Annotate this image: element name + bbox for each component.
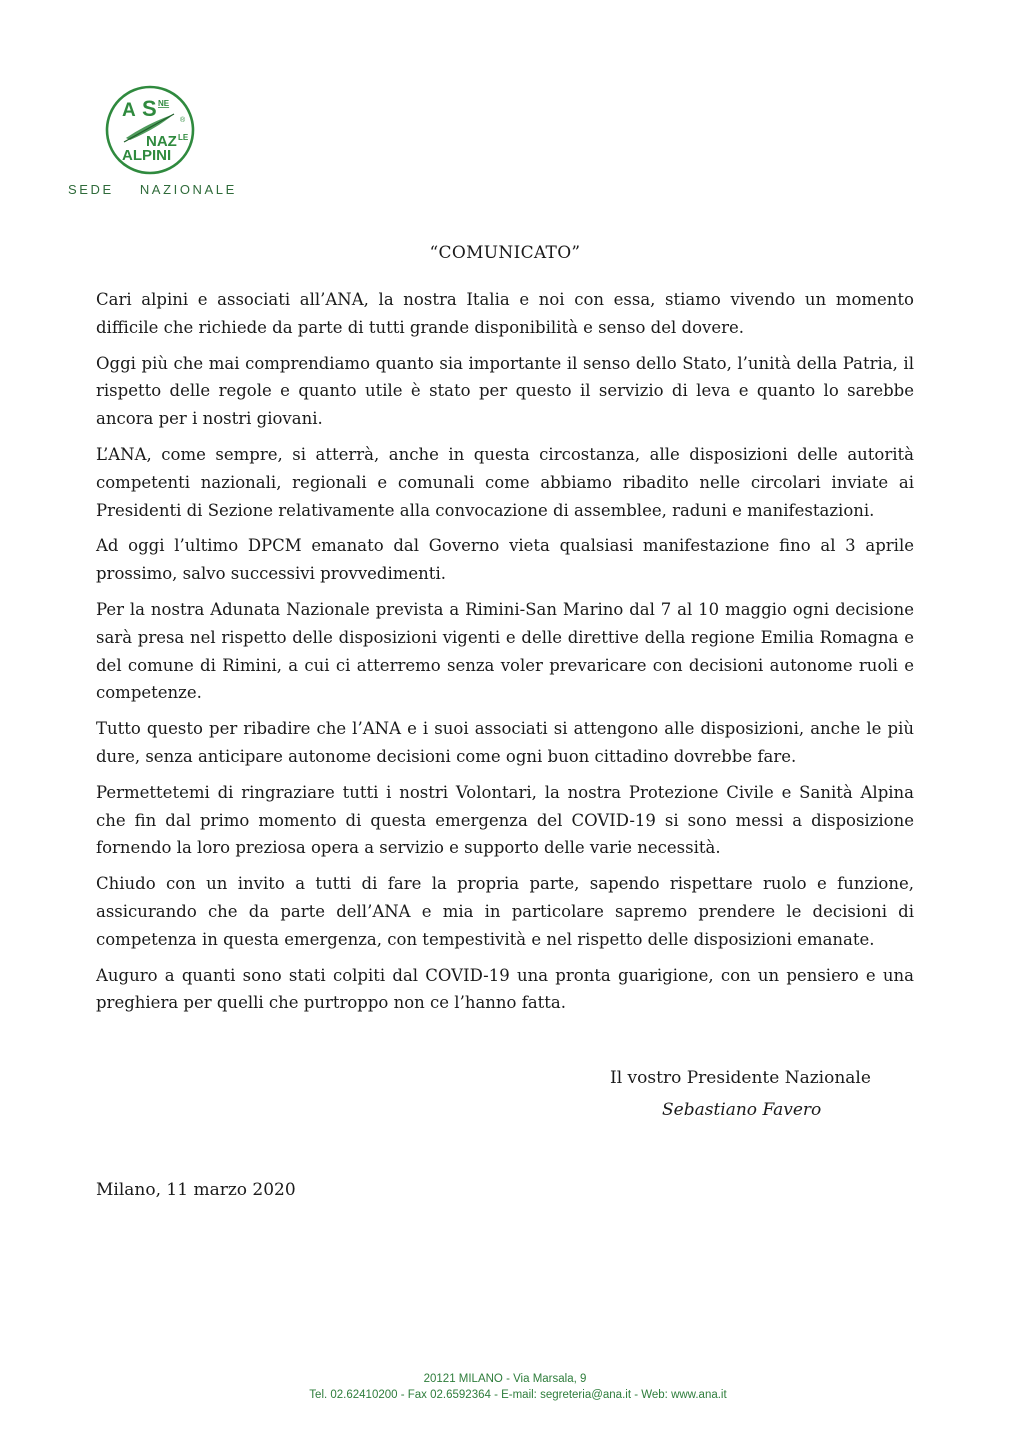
letter-body <box>96 286 914 1025</box>
signature-name: Sebastiano Favero <box>662 1100 822 1120</box>
logo-letter-s: S <box>142 96 157 121</box>
logo-caption-sede: SEDE <box>68 182 114 197</box>
paragraph: Chiudo con un invito a tutti di fare la propria parte, sapendo rispettare ruolo e funzione, assicurando che da parte dell’ANA e mia in particolare sapremo prendere le decisioni di competenza in questa emergenza, con tempestività e nel rispetto delle disposizioni emanate. <box>96 874 914 949</box>
paragraph: Permettetemi di ringraziare tutti i nostri Volontari, la nostra Protezione Civile e Sanità Alpina che fin dal primo momento di questa emergenza del COVID-19 si sono messi a disposizione fornendo la loro preziosa opera a servizio e supporto delle varie necessità. <box>96 782 914 858</box>
document-title: “COMUNICATO” <box>429 243 581 263</box>
logo-small-ne: NE <box>158 99 170 108</box>
paragraph: Oggi più che mai comprendiamo quanto sia importante il senso dello Stato, l’unità della Patria, il rispetto delle regole e quanto utile è stato per questo il servizio di leva e quanto lo sarebbe ancora per i nostri giovani. <box>96 353 914 429</box>
paragraph: Ad oggi l’ultimo DPCM emanato dal Governo vieta qualsiasi manifestazione fino al 3 aprile prossimo, salvo successivi provvedimenti. <box>96 536 914 584</box>
logo-caption-nazionale: NAZIONALE <box>139 182 237 197</box>
logo-registered: ® <box>180 117 186 124</box>
signature-block <box>610 1062 871 1126</box>
paragraph: Tutto questo per ribadire che l’ANA e i suoi associati si attengono alle disposizioni, anche le più dure, senza anticipare autonome decisioni come ogni buon cittadino dovrebbe fare. <box>96 719 914 766</box>
logo-caption <box>68 182 237 197</box>
logo-naz: NAZ <box>146 133 177 150</box>
logo-alpini: ALPINI <box>122 147 172 164</box>
place-date: Milano, 11 marzo 2020 <box>96 1180 296 1200</box>
paragraph: L’ANA, come sempre, si atterrà, anche in questa circostanza, alle disposizioni delle autorità competenti nazionali, regionali e comunali come abbiamo ribadito nelle circolari inviate ai Presidenti di Sezione relativamente alla convocazione di assemblee, raduni e manifestazioni. <box>96 444 914 520</box>
paragraph: Per la nostra Adunata Nazionale prevista a Rimini-San Marino dal 7 al 10 maggio ogni decisione sarà presa nel rispetto delle disposizioni vigenti e delle direttive della regione Emilia Romagna e del comune di Rimini, a cui ci atterremo senza voler prevaricare con decisioni autonome ruoli e competenze. <box>96 599 914 703</box>
ana-logo <box>104 84 196 176</box>
paragraph: Cari alpini e associati all’ANA, la nostra Italia e noi con essa, stiamo vivendo un momento difficile che richiede da parte di tutti grande disponibilità e senso del dovere. <box>96 290 914 337</box>
logo-letter-a: A <box>122 100 136 121</box>
footer-contacts: Tel. 02.62410200 - Fax 02.6592364 - E-mail: segreteria@ana.it - Web: www.ana.it <box>309 1389 727 1401</box>
footer <box>0 1371 1010 1403</box>
footer-address: 20121 MILANO - Via Marsala, 9 <box>423 1373 587 1385</box>
paragraph: Auguro a quanti sono stati colpiti dal COVID-19 una pronta guarigione, con un pensiero e una preghiera per quelli che purtroppo non ce l’hanno fatta. <box>96 965 914 1013</box>
signature-role: Il vostro Presidente Nazionale <box>610 1068 871 1088</box>
logo-small-le: LE <box>178 133 189 142</box>
